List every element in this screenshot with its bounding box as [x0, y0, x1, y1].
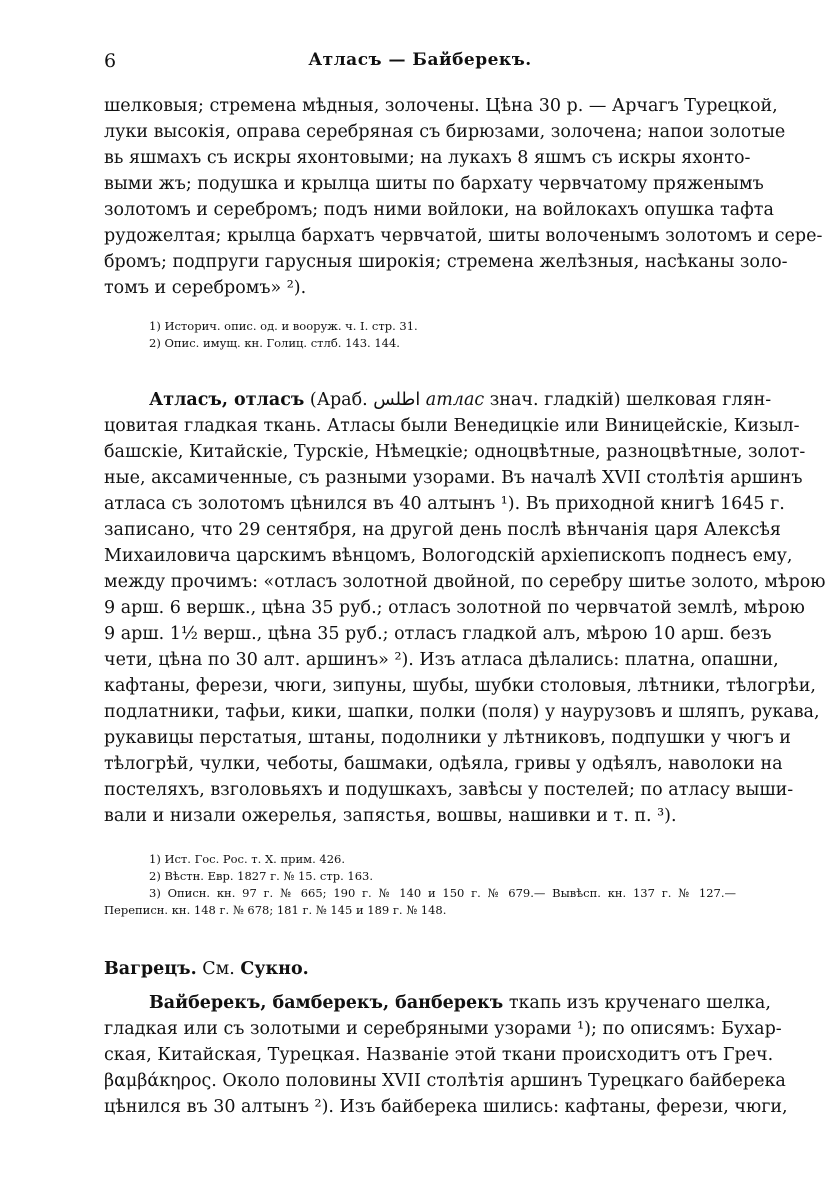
- text-line: подлатники, тафьи, кики, шапки, полки (поля) у наурузовъ и шляпъ, рукава,: [104, 702, 820, 722]
- text-line: цѣнился въ 30 алтынъ ²). Изъ байберека шились: кафтаны, ферези, чюги,: [104, 1097, 788, 1117]
- text-line: цовитая гладкая ткань. Атласы были Венедицкіе или Виницейскіе, Кизыл-: [104, 416, 800, 436]
- atlas-entry: [104, 387, 826, 829]
- text-line: вь яшмахъ съ искры яхонтовыми; на лукахъ 8 яшмъ съ искры яхонто-: [104, 148, 751, 168]
- text-line: вали и низали ожерелья, запястья, вошвы, нашивки и т. п. ³).: [104, 806, 677, 826]
- text-line: тѣлогрѣй, чулки, чеботы, башмаки, одѣяла, гривы у одѣялъ, наволоки на: [104, 754, 783, 774]
- entry-first-line: [104, 387, 772, 413]
- footnote-continuation: Переписн. кн. 148 г. № 678; 181 г. № 145 и 189 г. № 148.: [104, 903, 447, 917]
- paren-open: (Араб.: [309, 390, 368, 410]
- arabic-word: اطلس: [373, 390, 421, 410]
- text-line: рукавицы перстатыя, штаны, подолники у лѣтниковъ, подпушки у чюгъ и: [104, 728, 791, 748]
- vagrets-entry: [104, 956, 736, 982]
- footnote: 1) Ист. Гос. Рос. т. X. прим. 426.: [149, 852, 346, 866]
- footnote: 3) Описн. кн. 97 г. № 665; 190 г. № 140 и 150 г. № 679.— Вывѣсп. кн. 137 г. № 127.—: [149, 886, 736, 900]
- text-line: постеляхъ, взголовьяхъ и подушкахъ, завѣсы у постелей; по атласу выши-: [104, 780, 794, 800]
- text-line: записано, что 29 сентября, на другой день послѣ вѣнчанія царя Алексѣя: [104, 520, 781, 540]
- see-label: См.: [202, 959, 235, 979]
- intro-paragraph: [104, 93, 823, 301]
- text-line: луки высокія, оправа серебряная съ бирюзами, золочена; напои золотые: [104, 122, 786, 142]
- text-line: шелковыя; стремена мѣдныя, золочены. Цѣна 30 р. — Арчагъ Турецкой,: [104, 96, 778, 116]
- text-line: βαμβάκηρος. Около половины XVII столѣтія аршинъ Турецкаго байберека: [104, 1071, 786, 1091]
- page-number: 6: [104, 50, 117, 72]
- text-line: Михаиловича царскимъ вѣнцомъ, Вологодскій архіепископъ поднесъ ему,: [104, 546, 793, 566]
- entry-first-line: [104, 990, 771, 1016]
- text-line: башскіе, Китайскіе, Турскіе, Нѣмецкіе; одноцвѣтные, разноцвѣтные, золот-: [104, 442, 806, 462]
- transliteration: атлас: [425, 390, 485, 410]
- cross-reference: Сукно.: [240, 959, 309, 979]
- text-line: кафтаны, ферези, чюги, зипуны, шубы, шубки столовыя, лѣтники, тѣлогрѣи,: [104, 676, 816, 696]
- text-line: ные, аксамиченные, съ разными узорами. Въ началѣ XVII столѣтія аршинъ: [104, 468, 803, 488]
- running-title: Атласъ — Байберекъ.: [308, 50, 532, 70]
- text-line: ская, Китайская, Турецкая. Названіе этой ткани происходитъ отъ Греч.: [104, 1045, 774, 1065]
- text-line: атласа съ золотомъ цѣнился въ 40 алтынъ ¹). Въ приходной книгѣ 1645 г.: [104, 494, 785, 514]
- footnotes-block-1: [104, 318, 736, 352]
- text-line: чети, цѣна по 30 алт. аршинъ» ²). Изъ атласа дѣлались: платна, опашни,: [104, 650, 779, 670]
- bayberek-entry: [104, 990, 788, 1120]
- page-header: [104, 50, 736, 76]
- text-line: томъ и серебромъ» ²).: [104, 278, 307, 298]
- footnote: 1) Историч. опис. од. и вооруж. ч. I. стр. 31.: [149, 319, 418, 333]
- footnote: 2) Вѣстн. Евр. 1827 г. № 15. стр. 163.: [149, 869, 373, 883]
- entry-headword: Атласъ, отласъ: [149, 390, 305, 410]
- entry-headword: Вайберекъ, бамберекъ, банберекъ: [149, 993, 504, 1013]
- entry-text: ткапь изъ крученаго шелка,: [508, 993, 771, 1013]
- text-line: гладкая или съ золотыми и серебряными узорами ¹); по описямъ: Бухар-: [104, 1019, 782, 1039]
- entry-text: знач. гладкій) шелковая глян-: [489, 390, 772, 410]
- text-line: золотомъ и серебромъ; подъ ними войлоки, на войлокахъ опушка тафта: [104, 200, 774, 220]
- footnotes-block-2: [104, 851, 736, 919]
- text-line: 9 арш. 1½ верш., цѣна 35 руб.; отласъ гладкой алъ, мѣрою 10 арш. безъ: [104, 624, 772, 644]
- text-line: рудожелтая; крылца бархатъ червчатой, шиты волоченымъ золотомъ и сере-: [104, 226, 823, 246]
- entry-headword: Вагрецъ.: [104, 959, 197, 979]
- cross-reference-line: [104, 956, 736, 982]
- text-line: между прочимъ: «отласъ золотной двойной, по серебру шитье золото, мѣрою: [104, 572, 826, 592]
- text-line: выми жъ; подушка и крылца шиты по бархату червчатому пряженымъ: [104, 174, 764, 194]
- footnote: 2) Опис. имущ. кн. Голиц. стлб. 143. 144.: [149, 336, 400, 350]
- text-line: бромъ; подпруги гарусныя широкія; стремена желѣзныя, насѣканы золо-: [104, 252, 788, 272]
- text-line: 9 арш. 6 вершк., цѣна 35 руб.; отласъ золотной по червчатой землѣ, мѣрою: [104, 598, 805, 618]
